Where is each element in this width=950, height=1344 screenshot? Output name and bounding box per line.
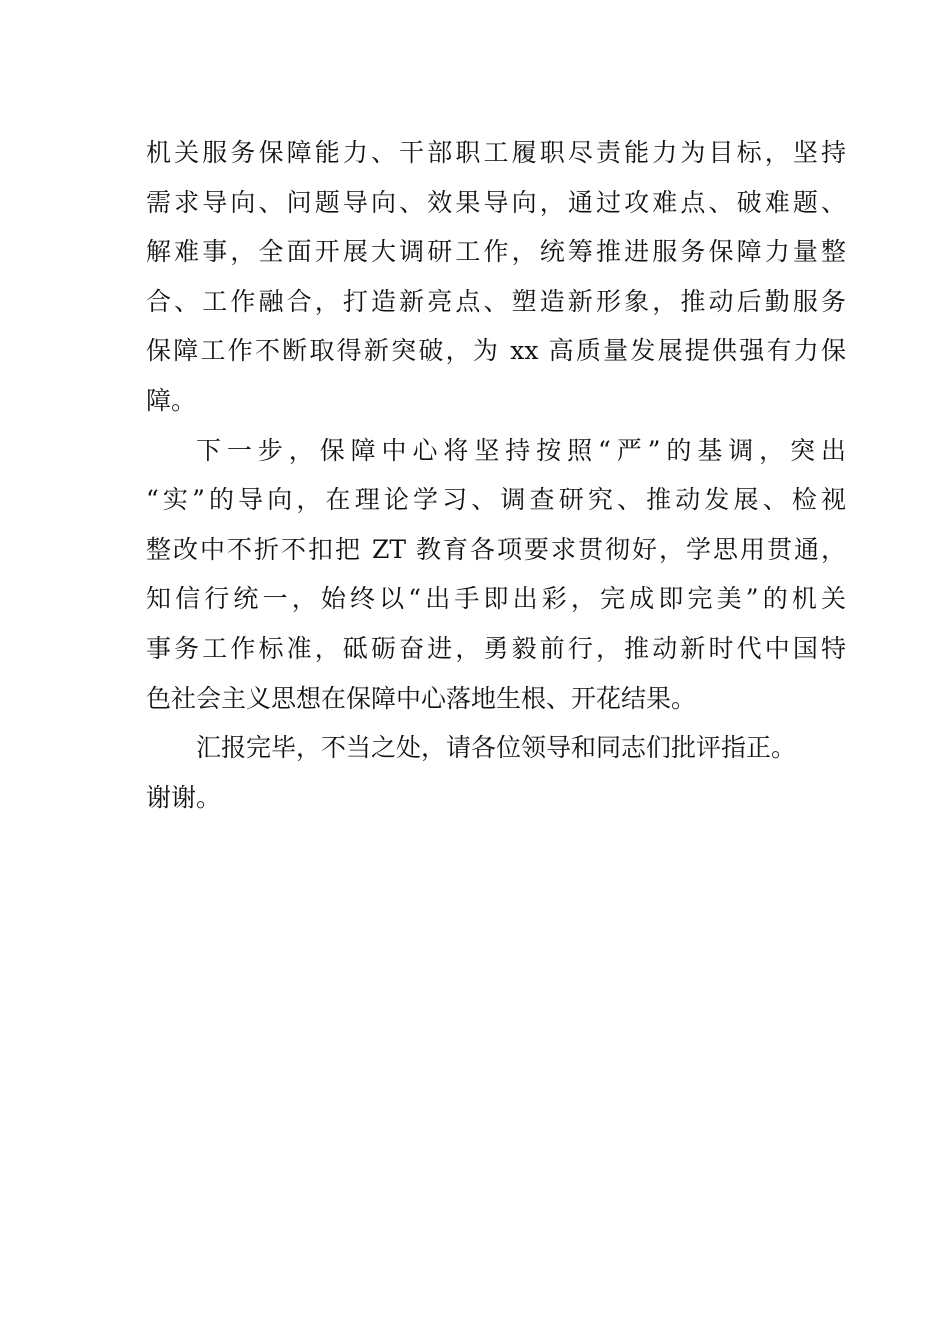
paragraph-closing: [146, 723, 846, 822]
paragraph-continuation: [146, 128, 846, 426]
text-line: 知信行统一，始终以“出手即出彩，完成即完美”的机关: [146, 584, 846, 614]
document-body: [146, 128, 846, 822]
text-line: “实”的导向，在理论学习、调查研究、推动发展、检视: [146, 485, 846, 515]
text-line: 保障工作不断取得新突破，为 xx 高质量发展提供强有力保: [146, 336, 846, 366]
text-line: 机关服务保障能力、干部职工履职尽责能力为目标，坚持: [146, 138, 846, 167]
text-line: 谢谢。: [146, 782, 222, 812]
text-line: 解难事，全面开展大调研工作，统筹推进服务保障力量整: [146, 237, 846, 267]
text-line: 需求导向、问题导向、效果导向，通过攻难点、破难题、: [146, 187, 846, 217]
text-line: 下一步，保障中心将坚持按照“严”的基调，突出: [196, 435, 846, 465]
paragraph-next-steps: [146, 426, 846, 724]
text-line: 合、工作融合，打造新亮点、塑造新形象，推动后勤服务: [146, 286, 846, 316]
text-line: 汇报完毕，不当之处，请各位领导和同志们批评指正。: [196, 733, 797, 763]
text-line: 色社会主义思想在保障中心落地生根、开花结果。: [146, 683, 697, 713]
text-line: 整改中不折不扣把 ZT 教育各项要求贯彻好，学思用贯通，: [146, 534, 846, 564]
text-line: 障。: [146, 385, 197, 415]
text-line: 事务工作标准，砥砺奋进，勇毅前行，推动新时代中国特: [146, 633, 846, 663]
